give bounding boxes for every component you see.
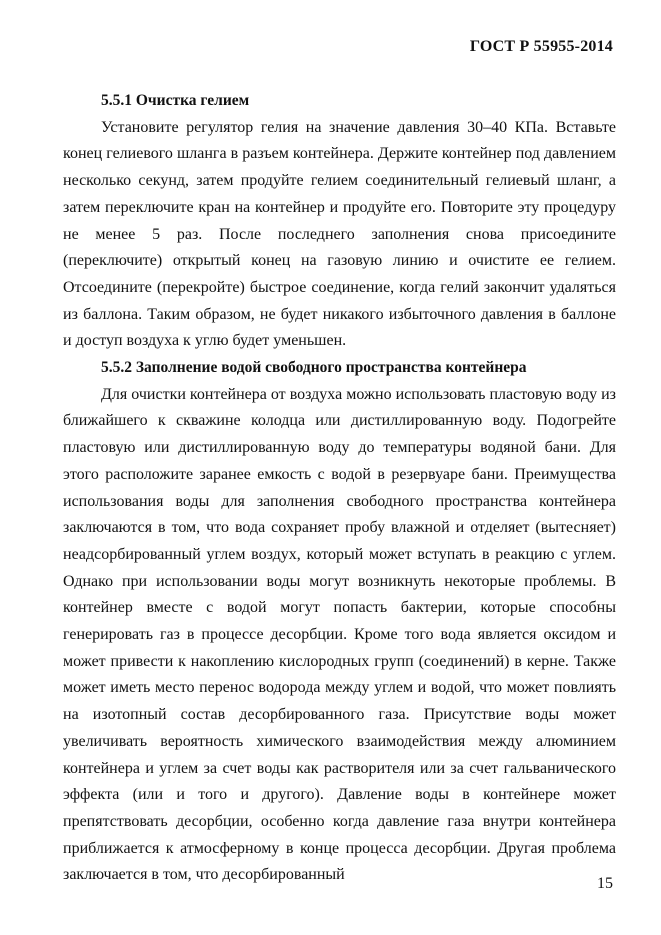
section-heading: 5.5.1 Очистка гелием [101, 92, 250, 109]
document-id: ГОСТ Р 55955-2014 [469, 38, 613, 55]
paragraph: Установите регулятор гелия на значение давления 30–40 КПа. Вставьте конец гелиевого шланга в разъем контейнера. Держите контейнер под давлением несколько секунд, затем продуйте гелием соединительный гелиевый шланг, а затем переключите кран на контейнер и продуйте его. Повторите эту процедуру не менее 5 раз. После последнего заполнения снова присоедините (переключите) открытый конец на газовую линию и очистите ее гелием. Отсоедините (перекройте) быстрое соединение, когда гелий закончит удаляться из баллона. Таким образом, не будет никакого избыточного давления в баллоне и доступ воздуха к углю будет уменьшен. [63, 118, 616, 350]
page-content [63, 88, 616, 889]
page-number: 15 [597, 875, 613, 892]
section-heading: 5.5.2 Заполнение водой свободного пространства контейнера [101, 359, 527, 377]
document-header [470, 38, 613, 56]
section-water-fill [63, 355, 616, 889]
section-helium-purge [63, 88, 616, 355]
paragraph: Для очистки контейнера от воздуха можно использовать пластовую воду из ближайшего к скважине колодца или дистиллированную воду. Подогрейте пластовую или дистиллированную воду до температуры водяной бани. Для этого расположите заранее емкость с водой в резервуаре бани. Преимущества использования воды для заполнения свободного пространства контейнера заключаются в том, что вода сохраняет пробу влажной и отделяет (вытесняет) неадсорбированный углем воздух, который может вступать в реакцию с углем. Однако при использовании воды могут возникнуть некоторые проблемы. В контейнер вместе с водой могут попасть бактерии, которые способны генерировать газ в процессе десорбции. Кроме того вода является оксидом и может привести к накоплению кислородных групп (соединений) в керне. Также может иметь место перенос водорода между углем и водой, что может повлиять на изотопный состав десорбированного газа. Присутствие воды может увеличивать вероятность химического взаимодействия между алюминием контейнера и углем за счет воды как растворителя или за счет гальванического эффекта (или и того и другого). Давление воды в контейнере может препятствовать десорбции, особенно когда давление газа внутри контейнера приближается к атмосферному в конце процесса десорбции. Другая проблема заключается в том, что десорбированный [63, 385, 616, 884]
